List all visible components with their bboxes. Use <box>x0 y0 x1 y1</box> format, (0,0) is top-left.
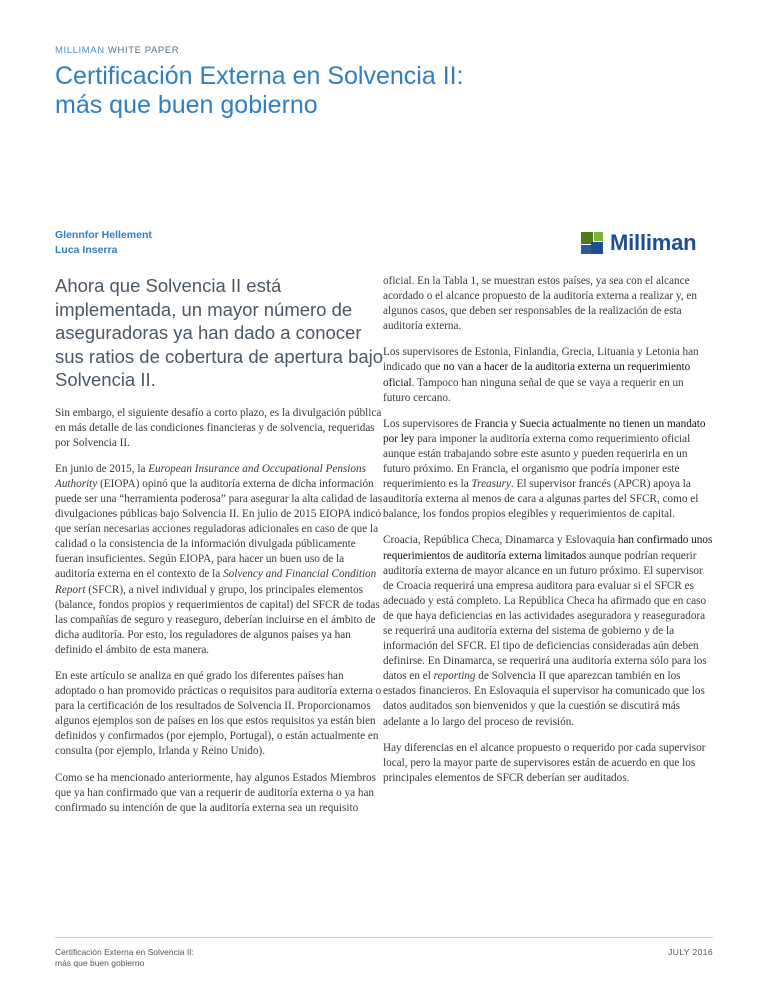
milliman-logo <box>581 230 696 256</box>
author-name: Glennfor Hellement <box>55 229 152 241</box>
body-paragraph: En junio de 2015, la European Insurance and Occupational Pensions Authority (EIOPA) opinó que la auditoría externa de dicha información puede ser una “herramienta poderosa” para asegurar la alta calidad de las divulgaciones públicas bajo Solvencia II. En julio de 2015 EIOPA indicó que serían necesarias acciones reguladoras adicionales en caso de que la calidad o la consistencia de la información divulgada públicamente fueran insuficientes. Según EIOPA, para hacer un buen uso de la auditoría externa en el contexto de la Solvency and Financial Condition Report (SFCR), a nivel individual y grupo, los principales elementos (balance, fondos propios y requerimientos de capital) del SFCR de todas las compañías de seguro y reaseguro, deberían incluirse en el ámbito de dicha auditoría. Por esto, los reguladores de algunos países ya han definido el ámbito de esta manera. <box>55 462 383 656</box>
italic-term: Treasury <box>471 478 511 491</box>
body-paragraph: oficial. En la Tabla 1, se muestran estos países, ya sea con el alcance acordado o el alcance propuesto de la auditoría externa a realizar y, en algunos casos, que deben ser responsables de la realización de esta auditoría externa. <box>383 275 697 333</box>
footer-date: JULY 2016 <box>668 947 713 957</box>
lede-paragraph: Ahora que Solvencia II está implementada, un mayor número de aseguradoras ya han dado a conocer sus ratios de cobertura de apertura bajo Solvencia II. <box>55 275 384 390</box>
body-paragraph: Los supervisores de Francia y Suecia actualmente no tienen un mandato por ley para imponer la auditoría externa como requerimiento oficial aunque están trabajando sobre este asunto y pueden requerirla en un futuro próximo. En Francia, el organismo que podría imponer este requerimiento es la Treasury. El supervisor francés (APCR) apoya la auditoría externa al menos de cara a algunas partes del SFCR, como el balance, los fondos propios elegibles y requerimientos de capital. <box>383 417 706 521</box>
body-paragraph: Los supervisores de Estonia, Finlandia, Grecia, Lituania y Letonia han indicado que no van a hacer de la auditoria externa un requerimiento oficial. Tampoco han ninguna señal de que se vaya a requerir en un futuro cercano. <box>383 346 699 404</box>
author-list <box>55 228 152 258</box>
title-line-1: Certificación Externa en Solvencia II: <box>55 62 464 90</box>
document-title <box>55 62 615 120</box>
body-paragraph: Croacia, República Checa, Dinamarca y Eslovaquia han confirmado unos requerimientos de auditoría externa limitados aunque podrían requerir auditoría externa de mayor alcance en un futuro próximo. El supervisor de Croacia requerirá una empresa auditora para evaluar si el SFCR es adecuado y está completo. La República Checa ha afirmado que en caso de que haya deficiencias en las actividades aseguradora y reaseguradora se requerirá una auditoría externa del sistema de gobierno y de la información del SFCR. El tipo de deficiencias consideradas aún deben definirse. En Dinamarca, se requerirá una auditoría externa sólo para los datos en el reporting de Solvencia II que aparezcan también en los estados financieros. En Eslovaquia el supervisor ha comunicado que los datos auditados son bienvenidos y que la cuestión se discutirá más adelante a lo largo del proceso de revisión. <box>383 534 713 728</box>
author-name: Luca Inserra <box>55 244 118 256</box>
document-kicker <box>55 45 179 56</box>
left-column <box>55 274 385 827</box>
footer-title-line-1: Certificación Externa en Solvencia II: <box>55 947 194 957</box>
logo-wordmark: Milliman <box>610 230 697 255</box>
right-column <box>383 274 713 797</box>
body-paragraph: Sin embargo, el siguiente desafío a corto plazo, es la divulgación pública en más detalle de las condiciones financieras y de solvencia, requeridas por Solvencia II. <box>55 406 382 449</box>
footer-divider <box>55 937 713 938</box>
milliman-logo-icon <box>581 232 603 254</box>
emphasized-text: han confirmado unos requerimientos de auditoría externa limitados <box>383 534 713 562</box>
emphasized-text: Francia y Suecia actualmente no tienen un mandato por ley <box>383 417 706 445</box>
body-paragraph: Como se ha mencionado anteriormente, hay algunos Estados Miembros que ya han confirmado que van a requerir de auditoría externa o ya han confirmado su intención de que la auditoría externa sea un requisito <box>55 771 376 814</box>
italic-term: European Insurance and Occupational Pensions Authority <box>55 462 366 490</box>
emphasized-text: no van a hacer de la auditoria externa un requerimiento oficial <box>383 361 691 389</box>
footer-title-line-2: más que buen gobierno <box>55 958 145 968</box>
kicker-brand: MILLIMAN <box>55 45 105 56</box>
italic-term: reporting <box>433 670 476 683</box>
title-line-2: más que buen gobierno <box>55 91 318 119</box>
footer-title <box>55 947 194 969</box>
body-paragraph: En este artículo se analiza en qué grado los diferentes países han adoptado o han promovido prácticas o requisitos para auditoría externa o para la certificación de los resultados de Solvencia II. Proporcionamos algunos ejemplos son de países en los que estos requisitos ya están bien definidos y confirmados (por ejemplo, Portugal), o están actualmente en consulta (por ejemplo, Irlanda y Reino Unido). <box>55 670 382 758</box>
kicker-label: WHITE PAPER <box>107 45 180 56</box>
italic-term: Solvency and Financial Condition Report <box>55 568 377 596</box>
body-paragraph: Hay diferencias en el alcance propuesto o requerido por cada supervisor local, pero la mayor parte de supervisores están de acuerdo en que los principales elementos de SFCR deberían ser auditados. <box>383 741 706 784</box>
